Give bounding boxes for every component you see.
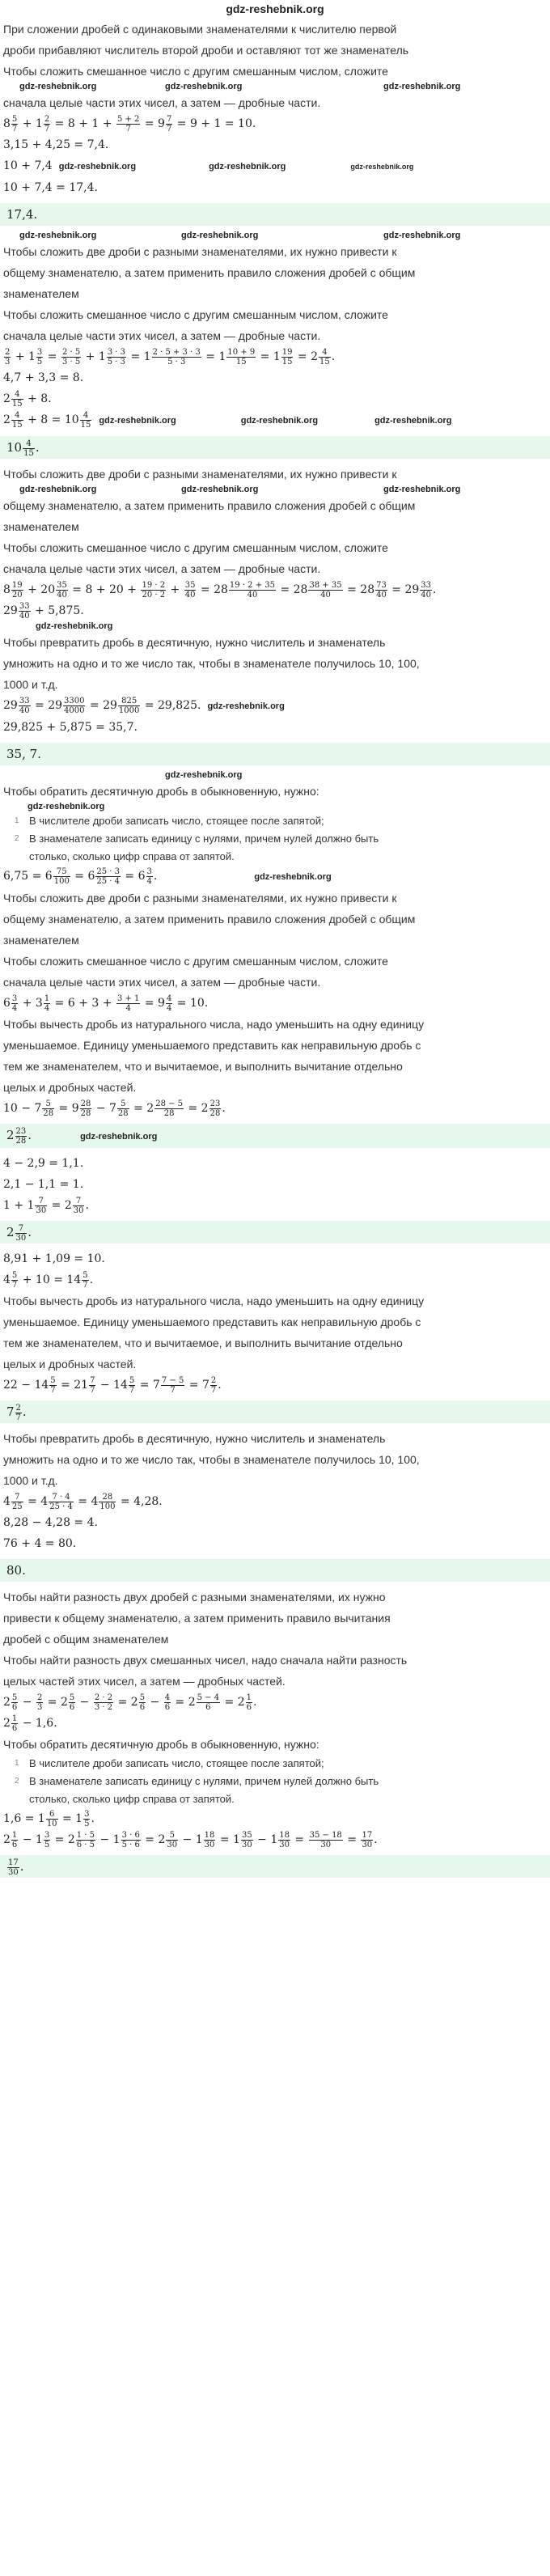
watermark: gdz-reshebnik.org (28, 802, 105, 811)
math-line: 1 + 1 $\frac{7}{30}$ = 2 $\frac{7}{30}$ . (3, 1196, 89, 1215)
rule-text: общему знаменателю, а затем применить правило сложения дробей с общим (3, 266, 416, 279)
watermark: gdz-reshebnik.org (99, 416, 176, 426)
rule-text: умножить на одно и то же число так, чтобы в знаменателе получилось 10, 100, (3, 1453, 420, 1466)
rule-text: Чтобы вычесть дробь из натурального числа, надо уменьшить на одну единицу (3, 1018, 425, 1031)
rule-text: Чтобы обратить десятичную дробь в обыкновенную, нужно: (3, 785, 319, 798)
rule-text: Чтобы найти разность двух дробей с разными знаменателями, их нужно (3, 1591, 386, 1604)
content (0, 19, 550, 1878)
answer-value: 2 (6, 1128, 15, 1142)
math-line: 10 − 7 $\frac{5}{28}$ = 9 $\frac{28}{28}$ − 7 $\frac{5}{28}$ = 2 $\frac{28 - 5}{28}$ = 2 $\frac{23}{28}$ . (3, 1099, 226, 1118)
watermark: gdz-reshebnik.org (58, 162, 137, 172)
rule-text: Чтобы превратить дробь в десятичную, нужно числитель и знаменатель (3, 1432, 386, 1445)
answer-box: 10 $\frac{4}{15}$ . (0, 436, 550, 459)
site-title[interactable]: gdz-reshebnik.org (226, 2, 324, 15)
answer-box: $\frac{17}{30}$ . (0, 1855, 550, 1878)
math-line: 8 $\frac{5}{7}$ + 1 $\frac{2}{7}$ = 8 + 1 + $\frac{5 + 2}{7}$ = 9 $\frac{7}{7}$ = 9 + 1 = 10. (3, 114, 256, 133)
answer-value: 17,4. (6, 207, 38, 222)
math-line: 2 $\frac{1}{6}$ − 1,6. (3, 1714, 57, 1733)
rule-text: Чтобы сложить смешанное число с другим смешанным числом, сложите (3, 308, 388, 321)
rule-text: целых и дробных частей. (3, 1081, 137, 1094)
rule-text: Чтобы сложить две дроби с разными знаменателями, их нужно привести к (3, 468, 397, 481)
watermark: gdz-reshebnik.org (36, 621, 113, 631)
rule-text: знаменателем (3, 287, 79, 300)
rule-text: знаменателем (3, 520, 79, 533)
answer-value: 7 (6, 1405, 15, 1419)
math-line: 29 $\frac{33}{40}$ + 5,875. (3, 601, 84, 621)
answer-box: 7 $\frac{2}{7}$ . (0, 1400, 550, 1423)
list-item: столько, сколько цифр справа от запятой. (29, 1793, 235, 1805)
list-item: 1 В числителе дроби записать число, стоящее после запятой; (15, 1757, 324, 1769)
watermark: gdz-reshebnik.org (254, 872, 332, 882)
watermark: gdz-reshebnik.org (181, 231, 259, 240)
rule-text: 1000 и т.д. (3, 1474, 58, 1487)
rule-text: Чтобы найти разность двух смешанных чисел, надо сначала найти разность (3, 1654, 408, 1667)
watermark: gdz-reshebnik.org (19, 231, 97, 240)
rule-text: тем же знаменателем, что и вычитаемое, и выполнить вычитание отдельно (3, 1337, 403, 1349)
math-line: 2 $\frac{1}{6}$ − 1 $\frac{3}{5}$ = 2 $\frac{1 \cdot 5}{6 \cdot 5}$ − 1 $\frac{3 \cdot 6}{5 \cdot 6}$ = 2 $\frac{5}{30}$ − 1 $\frac{18}{30}$ = 1 $\frac{35}{30}$ − 1 $\frac{18}{30}$ = $\frac{35 - 18}{30}$ = $\frac{17}{30}$ . (3, 1830, 378, 1849)
watermark: gdz-reshebnik.org (350, 163, 414, 171)
watermark: gdz-reshebnik.org (181, 485, 259, 494)
math-line: 76 + 4 = 80. (3, 1537, 77, 1550)
rule-text: 1000 и т.д. (3, 678, 58, 691)
rule-text: знаменателем (3, 934, 79, 947)
answer-box (0, 203, 550, 226)
rule-text: Чтобы сложить смешанное число с другим смешанным числом, сложите (3, 955, 388, 968)
watermark: gdz-reshebnik.org (207, 701, 285, 711)
rule-text: Чтобы вычесть дробь из натурального числа, надо уменьшить на одну единицу (3, 1294, 425, 1307)
answer-value: 35, 7. (6, 747, 41, 761)
list-item: 2 В знаменателе записать единицу с нулями, причем нулей должно быть (15, 1775, 379, 1787)
rule-text: сначала целые части этих чисел, а затем — дробные части. (3, 976, 321, 989)
rule-text: уменьшаемое. Единицу уменьшаемого представить как неправильную дробь с (3, 1039, 421, 1052)
list-item: столько, сколько цифр справа от запятой. (29, 850, 235, 862)
watermark: gdz-reshebnik.org (383, 485, 461, 494)
answer-value: 80. (6, 1563, 26, 1578)
watermark: gdz-reshebnik.org (240, 416, 319, 426)
watermark: gdz-reshebnik.org (165, 82, 243, 91)
rule-text: тем же знаменателем, что и вычитаемое, и выполнить вычитание отдельно (3, 1060, 403, 1073)
steps-list (3, 1755, 547, 1808)
math-line: 4 − 2,9 = 1,1. (3, 1157, 84, 1170)
rule-text: умножить на одно и то же число так, чтобы в знаменателе получилось 10, 100, (3, 657, 420, 670)
math-line: 2 $\frac{4}{15}$ + 8 = 10 $\frac{4}{15}$ gdz-reshebnik.org gdz-reshebnik.org gdz-reshebnik.org (3, 410, 452, 430)
math-line: 8,28 − 4,28 = 4. (3, 1516, 98, 1529)
rule-text: При сложении дробей с одинаковыми знаменателями к числителю первой (3, 23, 397, 36)
watermark: gdz-reshebnik.org (165, 770, 243, 780)
math-line: 2 $\frac{4}{15}$ + 8. (3, 389, 52, 409)
math-line: 6 $\frac{3}{4}$ + 3 $\frac{1}{4}$ = 6 + 3 + $\frac{3 + 1}{4}$ = 9 $\frac{4}{4}$ = 10. (3, 994, 209, 1013)
rule-text: целых и дробных частей. (3, 1358, 137, 1371)
rule-text: сначала целые части этих чисел, а затем — дробные части. (3, 329, 321, 342)
math-line: 3,15 + 4,25 = 7,4. (3, 138, 109, 151)
list-item: 1 В числителе дроби записать число, стоящее после запятой; (15, 815, 324, 827)
math-line: 29 $\frac{33}{40}$ = 29 $\frac{3300}{4000}$ = 29 $\frac{825}{1000}$ = 29,825. gdz-reshebnik.org (3, 696, 285, 715)
answer-box (0, 743, 550, 765)
math-line: 10 + 7,4 gdz-reshebnik.org gdz-reshebnik.org gdz-reshebnik.org (3, 159, 414, 172)
answer-value: 10 (6, 440, 23, 455)
math-line: $\frac{2}{3}$ + 1 $\frac{3}{5}$ = $\frac{2 \cdot 5}{3 \cdot 5}$ + 1 $\frac{3 \cdot 3}{5 \cdot 3}$ = 1 $\frac{2 \cdot 5 + 3 \cdot 3}{5 \cdot 3}$ = 1 $\frac{10 + 9}{15}$ = 1 $\frac{19}{15}$ = 2 $\frac{4}{15}$ . (5, 347, 336, 366)
watermark: gdz-reshebnik.org (383, 231, 461, 240)
answer-box (0, 1559, 550, 1582)
math-line: 1,6 = 1 $\frac{6}{10}$ = 1 $\frac{3}{5}$ . (3, 1809, 95, 1828)
answer-value: 2 (6, 1225, 15, 1239)
math-line: 8,91 + 1,09 = 10. (3, 1252, 105, 1265)
rule-text: сначала целые части этих чисел, а затем — дробные части. (3, 562, 321, 575)
math-line: 8 $\frac{19}{20}$ + 20 $\frac{35}{40}$ = 8 + 20 + $\frac{19 \cdot 2}{20 \cdot 2}$ + $\frac{35}{40}$ = 28 $\frac{19 \cdot 2 + 35}{40}$ = 28 $\frac{38 + 35}{40}$ = 28 $\frac{73}{40}$ = 29 $\frac{33}{40}$ . (3, 580, 437, 600)
rule-text: общему знаменателю, а затем применить правило сложения дробей с общим (3, 499, 416, 512)
math-line: 29,825 + 5,875 = 35,7. (3, 721, 138, 734)
answer-box: 2 $\frac{7}{30}$ . (0, 1221, 550, 1244)
watermark: gdz-reshebnik.org (19, 82, 97, 91)
math-line: 4,7 + 3,3 = 8. (3, 371, 84, 384)
math-line: 4 $\frac{7}{25}$ = 4 $\frac{7 \cdot 4}{25 \cdot 4}$ = 4 $\frac{28}{100}$ = 4,28. (3, 1492, 163, 1511)
watermark: gdz-reshebnik.org (19, 485, 97, 494)
rule-text: Чтобы сложить смешанное число с другим смешанным числом, сложите (3, 541, 388, 554)
rule-text: общему знаменателю, а затем применить правило сложения дробей с общим (3, 913, 416, 926)
rule-text: Чтобы превратить дробь в десятичную, нужно числитель и знаменатель (3, 636, 386, 649)
rule-text: Чтобы сложить две дроби с разными знаменателями, их нужно привести к (3, 892, 397, 905)
steps-list (3, 812, 547, 866)
rule-text: Чтобы обратить десятичную дробь в обыкновенную, нужно: (3, 1738, 319, 1751)
rule-text: сначала целые части этих чисел, а затем — дробные части. (3, 96, 321, 109)
math-line: 6,75 = 6 $\frac{75}{100}$ = 6 $\frac{25 \cdot 3}{25 \cdot 4}$ = 6 $\frac{3}{4}$ . gdz-reshebnik.org (3, 866, 332, 886)
watermark: gdz-reshebnik.org (80, 1132, 158, 1142)
list-item: 2 В знаменателе записать единицу с нулями, причем нулей должно быть (15, 833, 379, 845)
rule-text: Чтобы сложить две дроби с разными знаменателями, их нужно привести к (3, 245, 397, 258)
math-line: 22 − 14 $\frac{5}{7}$ = 21 $\frac{7}{7}$ − 14 $\frac{5}{7}$ = 7 $\frac{7 - 5}{7}$ = 7 $\frac{2}{7}$ . (3, 1375, 222, 1395)
answer-box: 2 $\frac{23}{28}$ . gdz-reshebnik.org (0, 1124, 550, 1148)
rule-text: привести к общему знаменателю, а затем применить правило вычитания (3, 1612, 391, 1625)
watermark: gdz-reshebnik.org (374, 416, 452, 426)
rule-text: Чтобы сложить смешанное число с другим смешанным числом, сложите (3, 65, 388, 78)
rule-text: дроби прибавляют числитель второй дроби и оставляют тот же знаменатель (3, 44, 409, 57)
rule-text: дробей с общим знаменателем (3, 1633, 169, 1646)
watermark: gdz-reshebnik.org (209, 162, 286, 172)
rule-text: уменьшаемое. Единицу уменьшаемого представить как неправильную дробь с (3, 1316, 421, 1328)
rule-text: целых частей этих чисел, а затем — дробных частей. (3, 1675, 286, 1688)
watermark: gdz-reshebnik.org (383, 82, 461, 91)
math-line: 2 $\frac{5}{6}$ − $\frac{2}{3}$ = 2 $\frac{5}{6}$ − $\frac{2 \cdot 2}{3 \cdot 2}$ = 2 $\frac{5}{6}$ − $\frac{4}{6}$ = 2 $\frac{5 - 4}{6}$ = 2 $\frac{1}{6}$ . (3, 1693, 257, 1712)
math-line: 4 $\frac{5}{7}$ + 10 = 14 $\frac{5}{7}$ . (3, 1270, 94, 1290)
math-line: 10 + 7,4 = 17,4. (3, 181, 98, 194)
math-line: 2,1 − 1,1 = 1. (3, 1178, 84, 1191)
